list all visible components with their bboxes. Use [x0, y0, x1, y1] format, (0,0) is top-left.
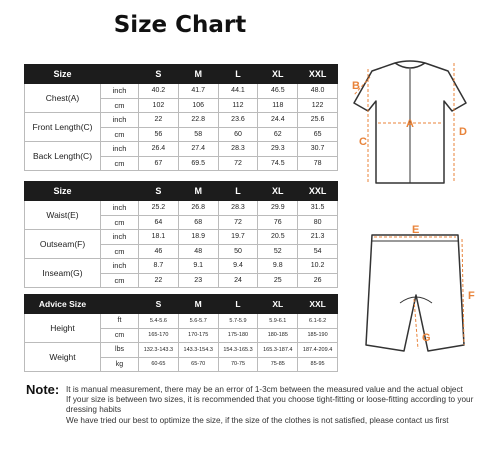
value-cell: 154.3-165.3 [218, 343, 258, 358]
value-cell: 26.8 [178, 201, 218, 216]
shorts-size-table [24, 181, 338, 288]
value-cell: 28.3 [218, 142, 258, 157]
header-cell: L [218, 65, 258, 84]
value-cell: 50 [218, 244, 258, 259]
value-cell: 9.8 [258, 259, 298, 274]
unit-cell: inch [101, 113, 139, 128]
value-cell: 165-170 [139, 328, 179, 343]
note-label: Note: [26, 382, 60, 397]
measure-label: Chest(A) [25, 84, 101, 113]
value-cell: 6.1-6.2 [298, 314, 338, 329]
value-cell: 54 [298, 244, 338, 259]
table-row [25, 84, 338, 99]
header-cell: XL [258, 295, 298, 314]
value-cell: 41.7 [178, 84, 218, 99]
value-cell: 21.3 [298, 230, 338, 245]
label-c: C [359, 136, 367, 148]
value-cell: 60-65 [139, 357, 179, 372]
measure-label: Waist(E) [25, 201, 101, 230]
garment-diagram [340, 55, 498, 375]
value-cell: 72 [218, 156, 258, 171]
measure-label: Back Length(C) [25, 142, 101, 171]
value-cell: 25 [258, 273, 298, 288]
value-cell: 80 [298, 215, 338, 230]
value-cell: 22.8 [178, 113, 218, 128]
value-cell: 25.2 [139, 201, 179, 216]
value-cell: 24 [218, 273, 258, 288]
advice-size-table [24, 294, 338, 372]
value-cell: 26 [298, 273, 338, 288]
value-cell: 23.6 [218, 113, 258, 128]
value-cell: 70-75 [218, 357, 258, 372]
header-cell: Size [25, 182, 101, 201]
header-cell: L [218, 295, 258, 314]
header-cell: S [139, 295, 179, 314]
value-cell: 40.2 [139, 84, 179, 99]
table-row [25, 113, 338, 128]
header-cell: XXL [298, 65, 338, 84]
value-cell: 175-180 [218, 328, 258, 343]
value-cell: 65-70 [178, 357, 218, 372]
header-cell [101, 65, 139, 84]
value-cell: 112 [218, 98, 258, 113]
header-cell: S [139, 65, 179, 84]
unit-cell: cm [101, 156, 139, 171]
value-cell: 185-190 [298, 328, 338, 343]
value-cell: 56 [139, 127, 179, 142]
value-cell: 187.4-209.4 [298, 343, 338, 358]
value-cell: 132.3-143.3 [139, 343, 179, 358]
value-cell: 118 [258, 98, 298, 113]
value-cell: 78 [298, 156, 338, 171]
value-cell: 46 [139, 244, 179, 259]
unit-cell: cm [101, 328, 139, 343]
value-cell: 122 [298, 98, 338, 113]
value-cell: 5.4-5.6 [139, 314, 179, 329]
value-cell: 22 [139, 273, 179, 288]
value-cell: 24.4 [258, 113, 298, 128]
header-cell: XL [258, 65, 298, 84]
note-line: We have tried our best to optimize the size, if the size of the clothes is not satisfied, please contact us first [66, 415, 449, 425]
value-cell: 60 [218, 127, 258, 142]
value-cell: 25.6 [298, 113, 338, 128]
measure-label: Inseam(G) [25, 259, 101, 288]
header-cell: M [178, 65, 218, 84]
value-cell: 48 [178, 244, 218, 259]
unit-cell: lbs [101, 343, 139, 358]
value-cell: 27.4 [178, 142, 218, 157]
table-header-row [25, 65, 338, 84]
label-d: D [459, 126, 467, 138]
note-section [26, 382, 496, 426]
value-cell: 30.7 [298, 142, 338, 157]
unit-cell: ft [101, 314, 139, 329]
note-line: If your size is between two sizes, it is recommended that you choose tight-fitting or loose-fitting according to your dressing habits [66, 395, 474, 415]
value-cell: 69.5 [178, 156, 218, 171]
page-title: Size Chart [113, 12, 247, 38]
value-cell: 75-85 [258, 357, 298, 372]
value-cell: 72 [218, 215, 258, 230]
label-f: F [468, 290, 475, 302]
value-cell: 46.5 [258, 84, 298, 99]
value-cell: 10.2 [298, 259, 338, 274]
header-cell: S [139, 182, 179, 201]
unit-cell: inch [101, 259, 139, 274]
value-cell: 19.7 [218, 230, 258, 245]
value-cell: 143.3-154.3 [178, 343, 218, 358]
table-row [25, 230, 338, 245]
value-cell: 20.5 [258, 230, 298, 245]
value-cell: 62 [258, 127, 298, 142]
value-cell: 22 [139, 113, 179, 128]
table-row [25, 343, 338, 358]
header-cell: XL [258, 182, 298, 201]
header-cell: L [218, 182, 258, 201]
unit-cell: inch [101, 230, 139, 245]
label-e: E [412, 224, 420, 236]
value-cell: 44.1 [218, 84, 258, 99]
value-cell: 29.3 [258, 142, 298, 157]
measure-label: Outseam(F) [25, 230, 101, 259]
value-cell: 64 [139, 215, 179, 230]
value-cell: 26.4 [139, 142, 179, 157]
header-cell: XXL [298, 182, 338, 201]
value-cell: 31.5 [298, 201, 338, 216]
unit-cell: cm [101, 215, 139, 230]
value-cell: 18.9 [178, 230, 218, 245]
note-line: It is manual measurement, there may be an error of 1-3cm between the measured value and the actual object [66, 385, 463, 394]
value-cell: 5.7-5.9 [218, 314, 258, 329]
table-header-row [25, 295, 338, 314]
label-b: B [352, 80, 360, 92]
unit-cell: cm [101, 273, 139, 288]
header-cell [101, 295, 139, 314]
measure-label: Front Length(C) [25, 113, 101, 142]
value-cell: 8.7 [139, 259, 179, 274]
value-cell: 102 [139, 98, 179, 113]
header-cell: Size [25, 65, 101, 84]
header-cell: Advice Size [25, 295, 101, 314]
table-row [25, 201, 338, 216]
value-cell: 18.1 [139, 230, 179, 245]
unit-cell: inch [101, 84, 139, 99]
value-cell: 5.6-5.7 [178, 314, 218, 329]
measure-label: Height [25, 314, 101, 343]
value-cell: 74.5 [258, 156, 298, 171]
value-cell: 76 [258, 215, 298, 230]
table-row [25, 314, 338, 329]
value-cell: 170-175 [178, 328, 218, 343]
value-cell: 67 [139, 156, 179, 171]
header-cell: M [178, 295, 218, 314]
unit-cell: inch [101, 201, 139, 216]
value-cell: 29.9 [258, 201, 298, 216]
unit-cell: cm [101, 127, 139, 142]
value-cell: 52 [258, 244, 298, 259]
value-cell: 23 [178, 273, 218, 288]
shorts-illustration [366, 235, 464, 351]
value-cell: 68 [178, 215, 218, 230]
value-cell: 5.9-6.1 [258, 314, 298, 329]
label-a: A [406, 118, 414, 130]
value-cell: 106 [178, 98, 218, 113]
measure-label: Weight [25, 343, 101, 372]
top-size-table [24, 64, 338, 171]
unit-cell: cm [101, 244, 139, 259]
value-cell: 48.0 [298, 84, 338, 99]
value-cell: 85-95 [298, 357, 338, 372]
header-cell [101, 182, 139, 201]
unit-cell: kg [101, 357, 139, 372]
value-cell: 28.3 [218, 201, 258, 216]
label-g: G [422, 332, 431, 344]
unit-cell: inch [101, 142, 139, 157]
value-cell: 65 [298, 127, 338, 142]
value-cell: 180-185 [258, 328, 298, 343]
table-header-row [25, 182, 338, 201]
table-row [25, 142, 338, 157]
value-cell: 58 [178, 127, 218, 142]
value-cell: 9.1 [178, 259, 218, 274]
value-cell: 165.3-187.4 [258, 343, 298, 358]
header-cell: XXL [298, 295, 338, 314]
header-cell: M [178, 182, 218, 201]
unit-cell: cm [101, 98, 139, 113]
table-row [25, 259, 338, 274]
value-cell: 9.4 [218, 259, 258, 274]
